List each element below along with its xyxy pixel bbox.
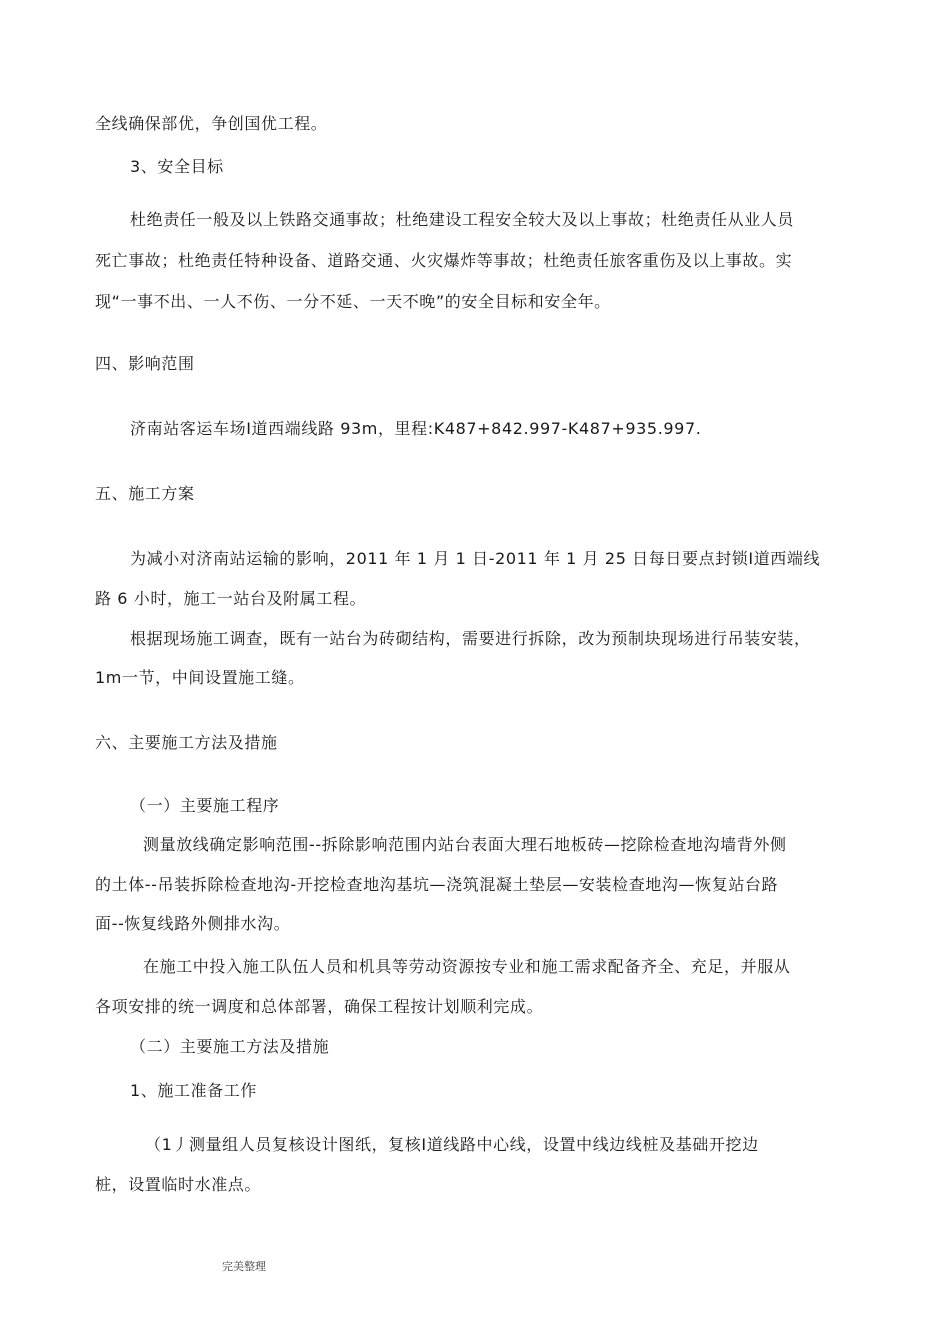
paragraph-line: 现“一事不出、一人不伤、一分不延、一天不晚”的安全目标和安全年。 bbox=[95, 292, 611, 311]
paragraph-line: 测量放线确定影响范围--拆除影响范围内站台表面大理石地板砖—挖除检查地沟墙背外侧 bbox=[143, 835, 787, 854]
paragraph-line: （1丿测量组人员复核设计图纸，复核Ⅰ道线路中心线，设置中线边线桩及基础开挖边 bbox=[145, 1135, 759, 1154]
section-heading: 3、安全目标 bbox=[130, 157, 224, 176]
paragraph-line: 1m一节，中间设置施工缝。 bbox=[95, 668, 305, 687]
paragraph-line: 杜绝责任一般及以上铁路交通事故；杜绝建设工程安全较大及以上事故；杜绝责任从业人员 bbox=[130, 210, 795, 229]
section-heading: 四、影响范围 bbox=[95, 354, 195, 373]
paragraph-line: 在施工中投入施工队伍人员和机具等劳动资源按专业和施工需求配备齐全、充足，并服从 bbox=[143, 957, 791, 976]
paragraph-line: 济南站客运车场Ⅰ道西端线路 93m，里程:K487+842.997-K487+935.997. bbox=[130, 419, 702, 438]
paragraph-line: 面--恢复线路外侧排水沟。 bbox=[95, 914, 291, 933]
paragraph-line: 的土体--吊装拆除检查地沟-开挖检查地沟基坑—浇筑混凝土垫层—安装检查地沟—恢复站台路 bbox=[95, 875, 779, 894]
paragraph-line: 根据现场施工调查，既有一站台为砖砌结构，需要进行拆除，改为预制块现场进行吊装安装， bbox=[130, 629, 811, 648]
section-heading: 六、主要施工方法及措施 bbox=[95, 733, 278, 752]
subsection-heading: （二）主要施工方法及措施 bbox=[130, 1037, 330, 1056]
paragraph-line: 桩，设置临时水准点。 bbox=[95, 1175, 262, 1194]
paragraph-line: 为减小对济南站运输的影响，2011 年 1 月 1 日-2011 年 1 月 25 日每日要点封锁Ⅰ道西端线 bbox=[130, 549, 821, 568]
paragraph-line: 各项安排的统一调度和总体部署，确保工程按计划顺利完成。 bbox=[95, 997, 544, 1016]
page-footer: 完美整理 bbox=[222, 1260, 266, 1273]
subsection-heading: （一）主要施工程序 bbox=[130, 796, 280, 815]
paragraph-line: 路 6 小时，施工一站台及附属工程。 bbox=[95, 589, 367, 608]
section-heading: 五、施工方案 bbox=[95, 484, 195, 503]
subsection-heading: 1、施工准备工作 bbox=[130, 1081, 257, 1100]
paragraph-line: 全线确保部优，争创国优工程。 bbox=[95, 114, 328, 133]
paragraph-line: 死亡事故；杜绝责任特种设备、道路交通、火灾爆炸等事故；杜绝责任旅客重伤及以上事故。实 bbox=[95, 251, 793, 270]
